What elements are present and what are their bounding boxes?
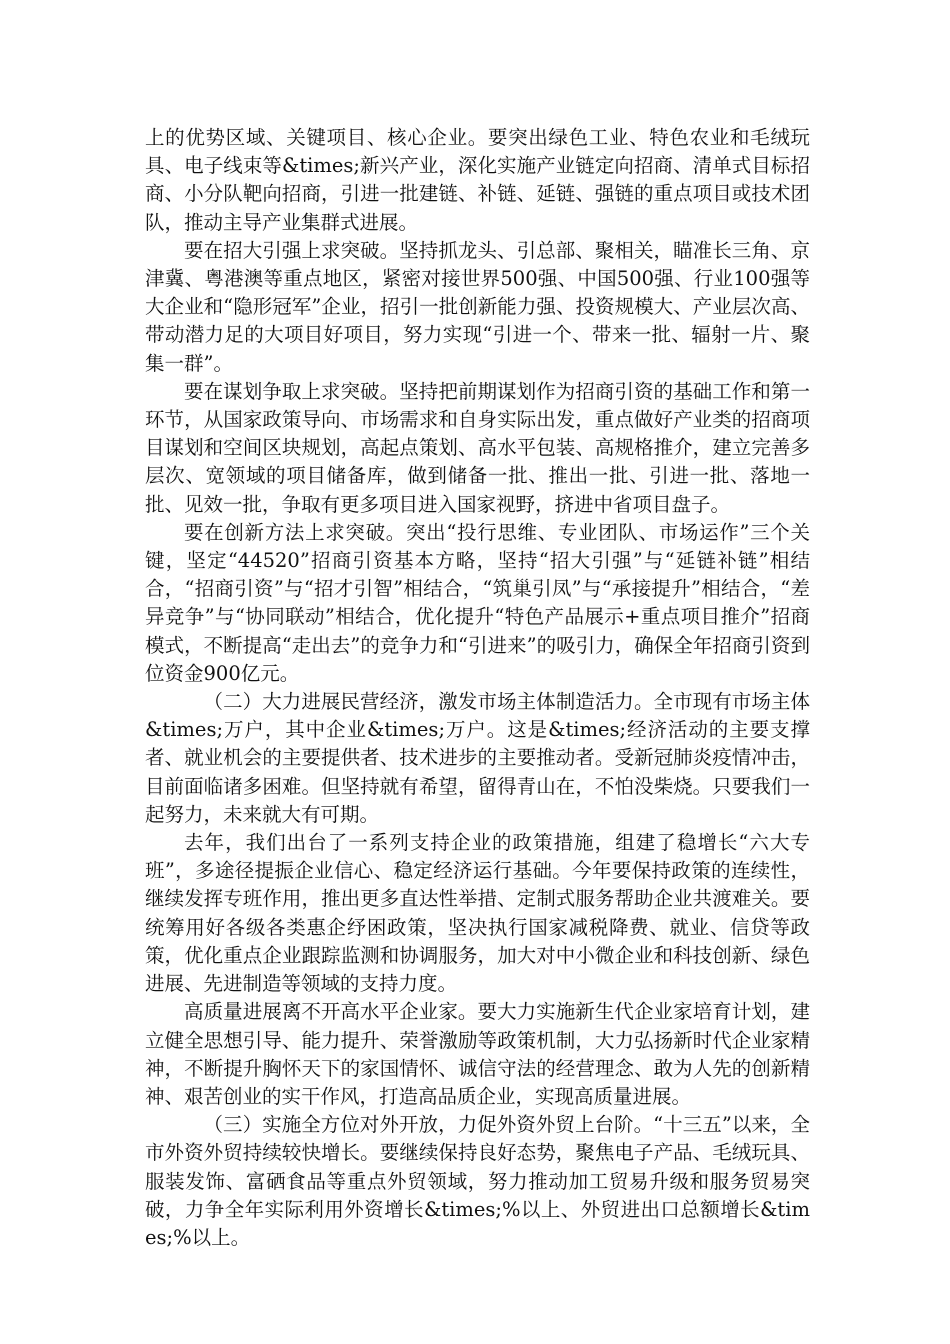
paragraph-continuation: 上的优势区域、关键项目、核心企业。要突出绿色工业、特色农业和毛绒玩具、电子线束等&times;新兴产业，深化实施产业链定向招商、清单式目标招商、小分队靶向招商，引进一批建链、补链、延链、强链的重点项目或技术团队，推动主导产业集群式进展。	[145, 126, 810, 234]
paragraph-innovation-methods: 要在创新方法上求突破。突出“投行思维、专业团队、市场运作”三个关键，坚定“44520”招商引资基本方略，坚持“招大引强”与“延链补链”相结合，“招商引资”与“招才引智”相结合，“筑巢引凤”与“承接提升”相结合，“差异竞争”与“协同联动”相结合，优化提升“特色产品展示+重点项目推介”招商模式，不断提高“走出去”的竞争力和“引进来”的吸引力，确保全年招商引资到位资金900亿元。	[145, 520, 810, 685]
paragraph-planning: 要在谋划争取上求突破。坚持把前期谋划作为招商引资的基础工作和第一环节，从国家政策导向、市场需求和自身实际出发，重点做好产业类的招商项目谋划和空间区块规划，高起点策划、高水平包装、高规格推介，建立完善多层次、宽领域的项目储备库，做到储备一批、推出一批、引进一批、落地一批、见效一批，争取有更多项目进入国家视野，挤进中省项目盘子。	[145, 379, 810, 516]
paragraph-policy-measures: 去年，我们出台了一系列支持企业的政策措施，组建了稳增长“六大专班”，多途径提振企业信心、稳定经济运行基础。今年要保持政策的连续性，继续发挥专班作用，推出更多直达性举措、定制式服务帮助企业共渡难关。要统筹用好各级各类惠企纾困政策，坚决执行国家减税降费、就业、信贷等政策，优化重点企业跟踪监测和协调服务，加大对中小微企业和科技创新、绿色进展、先进制造等领域的支持力度。	[145, 831, 810, 996]
paragraph-section-two-private-economy: （二）大力进展民营经济，激发市场主体制造活力。全市现有市场主体&times;万户，其中企业&times;万户。这是&times;经济活动的主要支撑者、就业机会的主要提供者、技术进步的主要推动者。受新冠肺炎疫情冲击，目前面临诸多困难。但坚持就有希望，留得青山在，不怕没柴烧。只要我们一起努力，未来就大有可期。	[145, 690, 810, 826]
paragraph-section-three-opening-up: （三）实施全方位对外开放，力促外资外贸上台阶。“十三五”以来，全市外资外贸持续较快增长。要继续保持良好态势，聚焦电子产品、毛绒玩具、服装发饰、富硒食品等重点外贸领域，努力推动加工贸易升级和服务贸易突破，力争全年实际利用外资增长&times;%以上、外贸进出口总额增长&times;%以上。	[145, 1113, 810, 1249]
document-body	[145, 124, 810, 1252]
paragraph-entrepreneurs: 高质量进展离不开高水平企业家。要大力实施新生代企业家培育计划，建立健全思想引导、能力提升、荣誉激励等政策机制，大力弘扬新时代企业家精神，不断提升胸怀天下的家国情怀、诚信守法的经营理念、敢为人先的创新精神、艰苦创业的实干作风，打造高品质企业，实现高质量进展。	[145, 1000, 810, 1108]
paragraph-attract-big-investors: 要在招大引强上求突破。坚持抓龙头、引总部、聚相关，瞄准长三角、京津冀、粤港澳等重点地区，紧密对接世界500强、中国500强、行业100强等大企业和“隐形冠军”企业，招引一批创新能力强、投资规模大、产业层次高、带动潜力足的大项目好项目，努力实现“引进一个、带来一批、辐射一片、聚集一群”。	[145, 238, 810, 375]
